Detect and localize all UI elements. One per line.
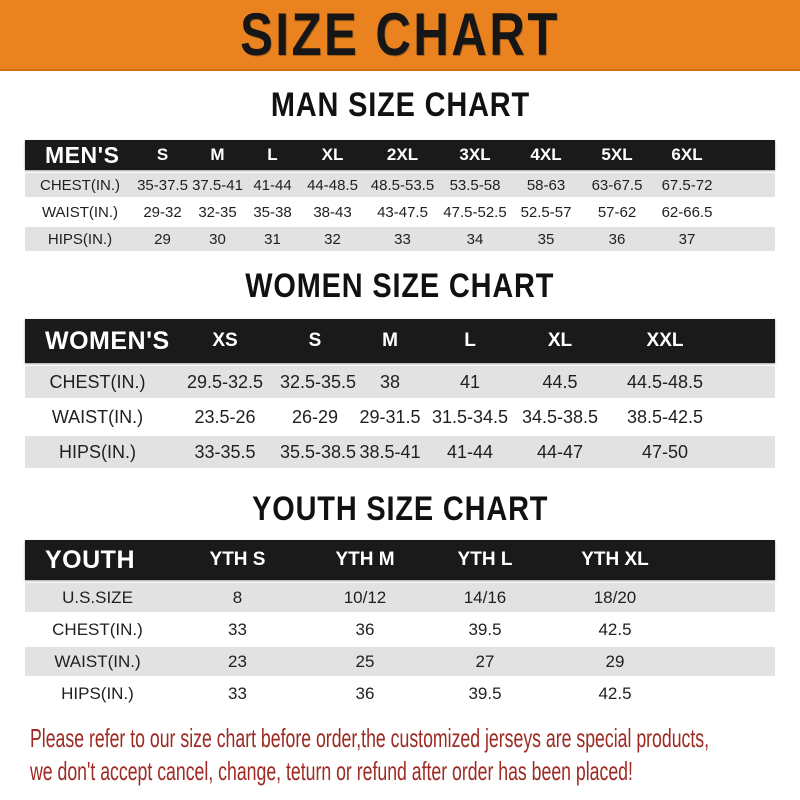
youth-size-value-cell: 33 — [228, 683, 247, 703]
women-size-value-cell: 38.5-42.5 — [626, 406, 704, 427]
men-header-row — [25, 140, 775, 170]
men-header-label: MEN'S — [45, 141, 120, 168]
women-size-value-cell: 23.5-26 — [194, 406, 256, 427]
youth-row-label-cell: HIPS(IN.) — [61, 683, 134, 703]
youth-row-label-cell: CHEST(IN.) — [52, 619, 143, 639]
youth-size-value-cell: 8 — [232, 587, 243, 607]
men-size-column-header: XL — [321, 145, 344, 164]
youth-header-row — [25, 540, 775, 580]
men-size-value-cell: 63-67.5 — [591, 176, 643, 194]
women-size-column-header: XS — [212, 330, 238, 351]
women-size-value-cell: 35.5-38.5 — [280, 441, 357, 462]
men-size-value-cell: 44-48.5 — [307, 176, 358, 194]
youth-row-label-cell: U.S.SIZE — [62, 587, 133, 607]
women-size-value-cell: 41-44 — [446, 441, 494, 462]
women-size-value-cell: 32.5-35.5 — [280, 371, 357, 392]
youth-data-row — [25, 647, 775, 676]
disclaimer-line-2: we don't accept cancel, change, teturn or refund after order has been placed! — [30, 756, 633, 786]
youth-size-value-cell: 27 — [475, 651, 495, 671]
youth-size-column-header: YTH L — [457, 549, 513, 570]
men-size-value-cell: 30 — [209, 230, 226, 248]
women-size-value-cell: 38 — [379, 371, 401, 392]
men-size-column-header: L — [267, 145, 278, 164]
men-section-heading — [0, 86, 800, 124]
men-size-value-cell: 53.5-58 — [449, 176, 501, 194]
youth-size-value-cell: 23 — [228, 651, 247, 671]
men-size-value-cell: 34 — [466, 230, 484, 248]
women-size-value-cell: 38.5-41 — [359, 441, 421, 462]
men-size-value-cell: 37 — [678, 230, 696, 248]
women-size-value-cell: 33-35.5 — [194, 441, 256, 462]
men-size-value-cell: 58-63 — [526, 176, 566, 194]
women-size-value-cell: 44.5-48.5 — [626, 371, 704, 392]
men-section-heading-text: MAN SIZE CHART — [270, 86, 530, 124]
men-size-value-cell: 35-37.5 — [137, 176, 188, 194]
women-row-label-cell: CHEST(IN.) — [49, 371, 146, 392]
youth-section-heading-text: YOUTH SIZE CHART — [251, 490, 549, 528]
men-data-row — [25, 227, 775, 251]
women-data-row — [25, 366, 775, 398]
men-size-value-cell: 32 — [324, 230, 341, 248]
youth-size-value-cell: 36 — [355, 619, 375, 639]
youth-size-column-header: YTH M — [335, 549, 395, 570]
women-row-label-cell: WAIST(IN.) — [51, 406, 144, 427]
women-size-value-cell: 31.5-34.5 — [431, 406, 509, 427]
women-size-column-header: XL — [547, 330, 573, 351]
men-size-value-cell: 62-66.5 — [661, 203, 713, 221]
men-size-value-cell: 43-47.5 — [377, 203, 428, 221]
disclaimer-line-1: Please refer to our size chart before order,the customized jerseys are special products, — [30, 723, 710, 753]
youth-size-value-cell: 29 — [605, 651, 625, 671]
women-size-column-header: S — [308, 330, 322, 351]
men-size-value-cell: 38-43 — [313, 203, 352, 221]
banner — [0, 0, 800, 71]
youth-size-value-cell: 36 — [355, 683, 375, 703]
disclaimer — [30, 722, 800, 788]
youth-size-column-header: YTH S — [209, 549, 266, 570]
men-size-value-cell: 29 — [154, 230, 171, 248]
men-size-column-header: M — [210, 145, 225, 164]
women-row-label-cell: HIPS(IN.) — [58, 441, 136, 462]
youth-size-value-cell: 10/12 — [343, 587, 387, 607]
women-size-value-cell: 29-31.5 — [359, 406, 421, 427]
men-size-value-cell: 67.5-72 — [661, 176, 713, 194]
women-section-heading-text: WOMEN SIZE CHART — [245, 267, 555, 305]
women-size-column-header: L — [464, 330, 476, 351]
men-row-label-cell: CHEST(IN.) — [40, 176, 120, 194]
men-size-column-header: 2XL — [386, 145, 419, 164]
youth-data-row — [25, 583, 775, 612]
men-size-value-cell: 37.5-41 — [192, 176, 243, 194]
women-size-value-cell: 44.5 — [542, 371, 578, 392]
women-size-value-cell: 44-47 — [536, 441, 584, 462]
youth-data-row — [25, 615, 775, 644]
men-size-value-cell: 41-44 — [253, 176, 292, 194]
men-row-label-cell: HIPS(IN.) — [47, 230, 113, 248]
men-size-table — [25, 140, 775, 251]
youth-size-value-cell: 14/16 — [463, 587, 507, 607]
youth-size-value-cell: 42.5 — [598, 683, 632, 703]
men-size-column-header: 3XL — [459, 145, 491, 164]
women-size-column-header: M — [382, 330, 398, 351]
women-size-value-cell: 26-29 — [291, 406, 339, 427]
youth-size-table — [25, 540, 775, 708]
women-size-table — [25, 319, 775, 468]
page-title: SIZE CHART — [240, 1, 560, 68]
youth-size-value-cell: 39.5 — [468, 683, 502, 703]
youth-size-value-cell: 25 — [355, 651, 375, 671]
women-size-value-cell: 34.5-38.5 — [521, 406, 599, 427]
men-size-value-cell: 47.5-52.5 — [443, 203, 507, 221]
men-size-column-header: S — [156, 145, 169, 164]
women-size-value-cell: 29.5-32.5 — [186, 371, 264, 392]
youth-size-value-cell: 18/20 — [593, 587, 637, 607]
men-size-column-header: 4XL — [530, 145, 562, 164]
youth-row-label-cell: WAIST(IN.) — [54, 651, 141, 671]
youth-header-label: YOUTH — [45, 545, 135, 574]
women-size-value-cell: 47-50 — [641, 441, 689, 462]
men-size-value-cell: 48.5-53.5 — [370, 176, 435, 194]
men-size-value-cell: 52.5-57 — [520, 203, 572, 221]
women-section-heading — [0, 267, 800, 305]
men-size-value-cell: 31 — [264, 230, 281, 248]
women-header-row — [25, 319, 775, 363]
women-data-row — [25, 436, 775, 468]
women-size-column-header: XXL — [646, 330, 684, 351]
men-row-label-cell: WAIST(IN.) — [41, 203, 119, 221]
men-size-value-cell: 33 — [394, 230, 411, 248]
youth-section-heading — [0, 490, 800, 528]
youth-size-value-cell: 42.5 — [598, 619, 632, 639]
men-size-value-cell: 57-62 — [597, 203, 637, 221]
youth-data-row — [25, 679, 775, 708]
men-size-column-header: 5XL — [601, 145, 633, 164]
men-size-value-cell: 35 — [537, 230, 555, 248]
women-header-label: WOMEN'S — [45, 326, 170, 355]
men-size-value-cell: 36 — [608, 230, 626, 248]
men-size-column-header: 6XL — [671, 145, 703, 164]
men-size-value-cell: 32-35 — [198, 203, 237, 221]
youth-size-column-header: YTH XL — [581, 549, 649, 570]
women-size-value-cell: 41 — [459, 371, 481, 392]
men-data-row — [25, 200, 775, 224]
youth-size-value-cell: 39.5 — [468, 619, 502, 639]
women-data-row — [25, 401, 775, 433]
men-size-value-cell: 29-32 — [143, 203, 182, 221]
men-data-row — [25, 173, 775, 197]
men-size-value-cell: 35-38 — [253, 203, 292, 221]
youth-size-value-cell: 33 — [228, 619, 247, 639]
